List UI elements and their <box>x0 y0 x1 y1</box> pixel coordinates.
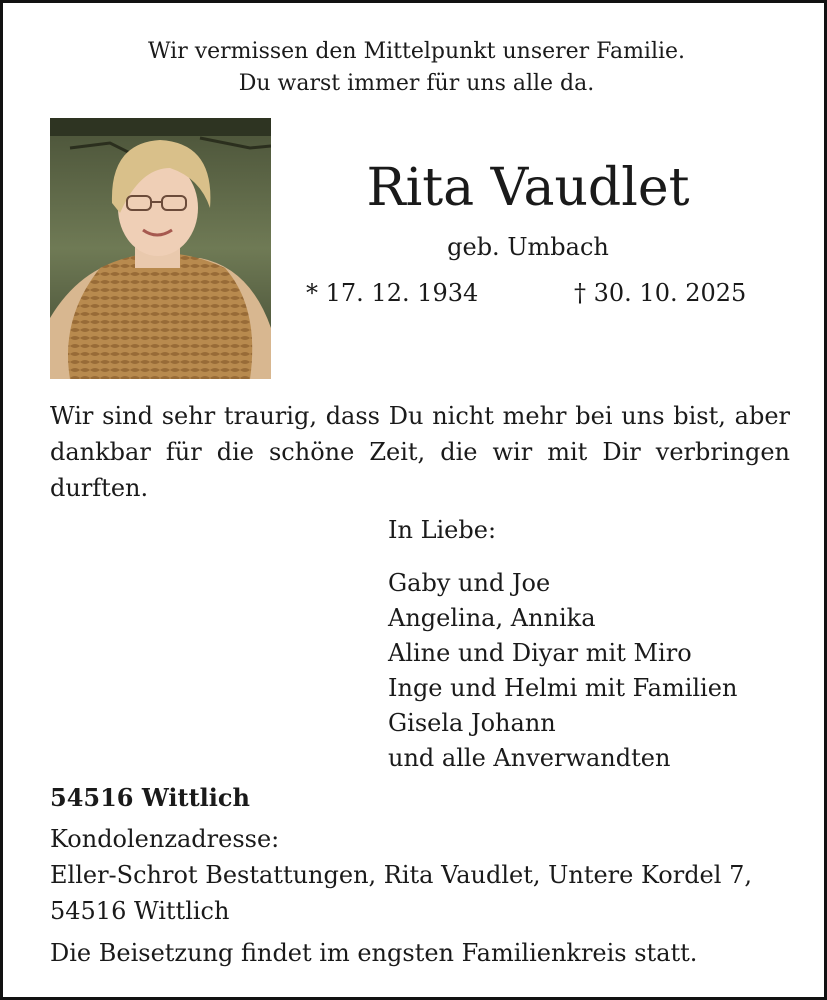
condolence-heading: Kondolenzadresse: <box>50 825 280 853</box>
mourner-item: Aline und Diyar mit Miro <box>388 639 692 667</box>
condolence-address <box>50 821 790 929</box>
condolence-message: Wir sind sehr traurig, dass Du nicht mehr bei uns bist, aber dankbar für die schöne Zeit, die wir mit Dir verbringen durften. <box>50 402 790 502</box>
mourner-item: Angelina, Annika <box>388 604 596 632</box>
condolence-address-line-1: Eller-Schrot Bestattungen, Rita Vaudlet, Untere Kordel 7, <box>50 861 752 889</box>
mourner-item: Inge und Helmi mit Familien <box>388 674 738 702</box>
mourner-item: Gaby und Joe <box>388 569 551 597</box>
maiden-name: geb. Umbach <box>447 233 609 261</box>
motto <box>3 36 827 100</box>
death-date: † 30. 10. 2025 <box>574 279 747 307</box>
birth-date: * 17. 12. 1934 <box>306 279 479 307</box>
signoff: In Liebe: <box>388 516 497 544</box>
mourner-item: und alle Anverwandten <box>388 744 671 772</box>
portrait-photo <box>50 118 271 379</box>
deceased-name: Rita Vaudlet <box>366 158 690 218</box>
motto-line-1: Wir vermissen den Mittelpunkt unserer Familie. <box>147 39 686 64</box>
city-heading: 54516 Wittlich <box>50 783 250 812</box>
burial-note: Die Beisetzung findet im engsten Familienkreis statt. <box>50 939 698 967</box>
condolence-address-line-2: 54516 Wittlich <box>50 897 230 925</box>
mourners-list <box>388 566 737 776</box>
motto-line-2: Du warst immer für uns alle da. <box>238 71 595 96</box>
mourner-item: Gisela Johann <box>388 709 556 737</box>
